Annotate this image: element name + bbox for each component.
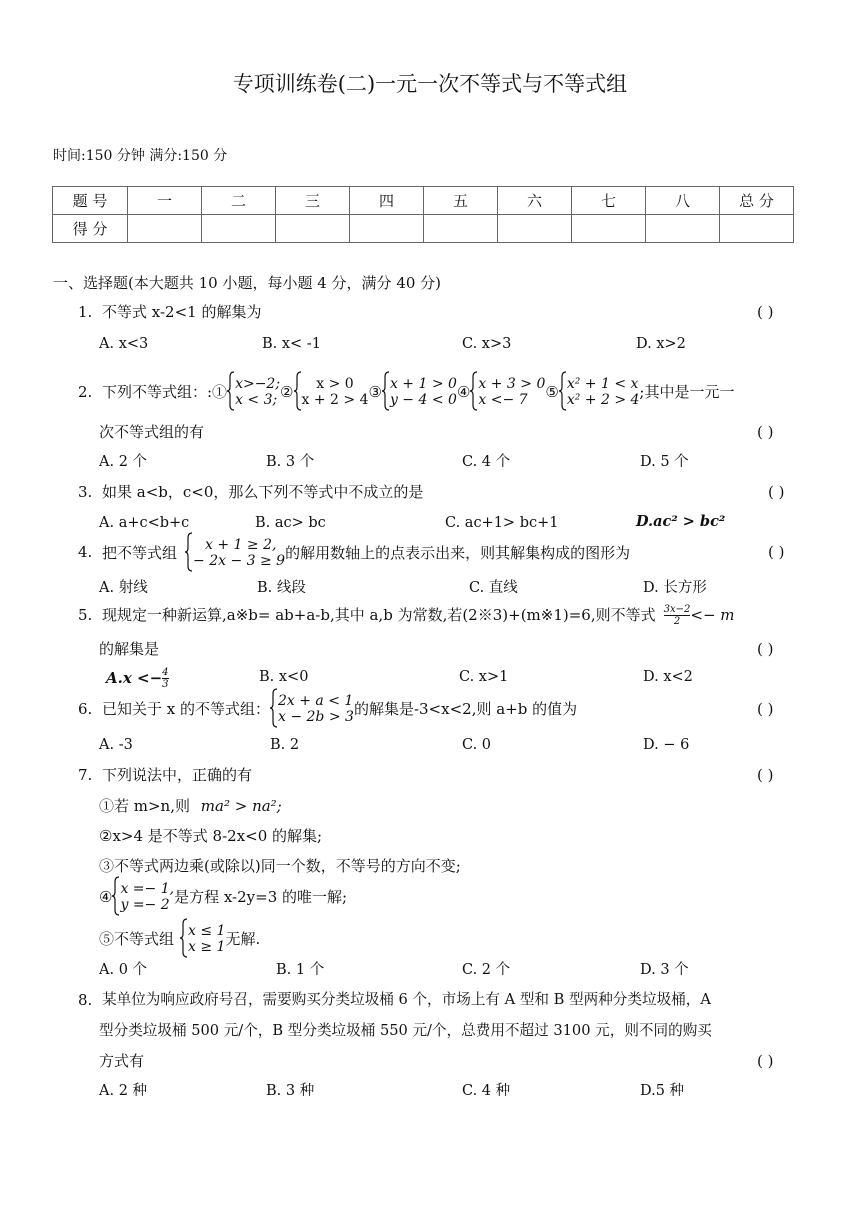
score-cell: 得 分 — [53, 215, 128, 243]
score-input-cell[interactable] — [276, 215, 350, 243]
score-table — [52, 186, 794, 243]
statement-1 — [99, 799, 282, 814]
score-input-cell[interactable] — [128, 215, 202, 243]
score-cell: 四 — [350, 187, 424, 215]
system-line: − 2x − 3 ≥ 9 — [193, 553, 286, 569]
circled-number: ④ — [456, 382, 471, 401]
system-line: x + 1 ≥ 2, — [205, 536, 277, 553]
statement-text: ⑤不等式组 — [99, 929, 175, 948]
option-c[interactable]: C. 4 种 — [462, 1083, 511, 1099]
option-d[interactable]: D. 5 个 — [640, 454, 689, 470]
answer-paren[interactable]: ( ) — [757, 423, 774, 441]
inequality-system — [478, 376, 545, 408]
system-line: x ≤ 1 — [188, 922, 226, 939]
score-cell: 五 — [424, 187, 498, 215]
question-text: 方式有 — [99, 1052, 145, 1070]
system-line: x − 2b > 3 — [278, 709, 354, 725]
score-cell: 六 — [498, 187, 572, 215]
question-lead: 下列不等式组：:① — [102, 382, 228, 401]
question-text: 次不等式组的有 — [99, 423, 205, 441]
answer-paren[interactable]: ( ) — [757, 640, 774, 658]
statement-3: ③不等式两边乘(或除以)同一个数，不等号的方向不变; — [99, 857, 461, 875]
option-b[interactable]: B. 3 种 — [266, 1083, 315, 1099]
option-c[interactable]: C. 直线 — [469, 580, 518, 596]
question-text: 不等式 x-2<1 的解集为 — [102, 303, 262, 321]
fraction-numerator: 4 — [162, 666, 169, 678]
question-text: 如果 a<b，c<0，那么下列不等式中不成立的是 — [102, 483, 424, 501]
left-brace-icon — [470, 371, 478, 414]
option-a[interactable]: A. 2 种 — [99, 1083, 148, 1099]
question-text: 的解集是 — [99, 640, 160, 658]
question-number: 4. — [78, 543, 93, 561]
system-line: x =− 1, — [120, 880, 175, 897]
system-line: x ≥ 1 — [188, 939, 226, 955]
system-line: x + 3 > 0 — [478, 375, 546, 392]
question-text: 某单位为响应政府号召，需要购买分类垃圾桶 6 个，市场上有 A 型和 B 型两种分类垃圾桶，A — [102, 991, 711, 1008]
inequality-system — [567, 376, 640, 408]
score-cell: 总 分 — [720, 187, 794, 215]
score-input-cell[interactable] — [350, 215, 424, 243]
statement-4 — [99, 876, 347, 918]
fraction-numerator: 3x−2 — [663, 603, 691, 615]
circled-number: ⑤ — [545, 382, 559, 401]
system-line: x + 2 > 4 — [301, 392, 369, 408]
option-b[interactable]: B. 1 个 — [276, 962, 325, 978]
option-b[interactable]: B. x< -1 — [262, 336, 321, 352]
option-a[interactable]: A. -3 — [99, 737, 133, 753]
system-line: 2x + a < 1 — [278, 692, 354, 709]
question-number: 1. — [78, 303, 93, 321]
left-brace-icon — [185, 532, 193, 575]
inequality-system — [390, 376, 457, 408]
option-d[interactable]: D.ac² > bc² — [636, 513, 726, 530]
score-cell: 二 — [202, 187, 276, 215]
option-b[interactable]: B. 2 — [270, 737, 300, 753]
score-table-score-row — [53, 215, 794, 243]
circled-number: ③ — [368, 382, 382, 401]
question-body: 现规定一种新运算,a※b= ab+a-b,其中 a,b 为常数,若(2※3)+(m※1)=6,则不等式 — [102, 605, 656, 624]
answer-paren[interactable]: ( ) — [757, 1052, 774, 1070]
system-line: x <− 7 — [478, 392, 528, 408]
inequality-system — [193, 537, 285, 569]
option-c[interactable]: C. 0 — [462, 737, 492, 753]
left-brace-icon — [382, 371, 390, 414]
statement-text: 是方程 x-2y=3 的唯一解; — [174, 887, 348, 906]
left-brace-icon — [270, 688, 278, 731]
system-line: x>−2; — [235, 375, 281, 392]
fraction-denominator: 2 — [664, 615, 691, 627]
option-b[interactable]: B. ac> bc — [255, 515, 326, 531]
question-number: 3. — [78, 483, 93, 501]
answer-paren[interactable]: ( ) — [757, 303, 774, 321]
answer-paren[interactable]: ( ) — [757, 700, 774, 718]
score-input-cell[interactable] — [202, 215, 276, 243]
inequality-system — [188, 923, 225, 955]
score-cell: 题 号 — [53, 187, 128, 215]
system-line: x² + 2 > 4 — [566, 392, 640, 408]
question-number: 5. — [78, 606, 93, 624]
score-cell: 七 — [572, 187, 646, 215]
question-text: 下列说法中，正确的有 — [102, 766, 253, 784]
score-cell: 八 — [646, 187, 720, 215]
score-input-cell[interactable] — [498, 215, 572, 243]
statement-text: ①若 m>n,则 — [99, 797, 190, 815]
fraction — [162, 667, 168, 690]
option-c[interactable]: C. x>1 — [459, 669, 509, 685]
left-brace-icon — [227, 371, 235, 414]
option-a[interactable]: A. x<3 — [99, 336, 149, 352]
option-d[interactable]: D. x<2 — [643, 669, 693, 685]
fraction — [664, 604, 691, 627]
option-b[interactable]: B. 线段 — [257, 580, 306, 596]
answer-paren[interactable]: ( ) — [768, 483, 785, 501]
option-d[interactable]: D. x>2 — [636, 336, 686, 352]
question-number: 2. — [78, 383, 93, 401]
option-a[interactable]: A. a+c<b+c — [99, 515, 190, 531]
equation-system — [120, 881, 174, 913]
inequality-tail: <− m — [690, 605, 735, 624]
left-brace-icon — [294, 371, 302, 414]
question-text-tail: 的解集是-3<x<2,则 a+b 的值为 — [353, 699, 578, 718]
score-input-cell[interactable] — [572, 215, 646, 243]
option-a[interactable]: A. 0 个 — [99, 962, 148, 978]
left-brace-icon — [180, 918, 188, 961]
question-text: 型分类垃圾桶 500 元/个，B 型分类垃圾桶 550 元/个，总费用不超过 3100 元，则不同的购买 — [99, 1022, 712, 1039]
question-text — [102, 600, 735, 630]
page-title: 专项训练卷(二)一元一次不等式与不等式组 — [232, 72, 628, 96]
question-text — [102, 688, 577, 730]
option-a[interactable]: A. 2 个 — [99, 454, 148, 470]
question-text — [102, 369, 734, 415]
statement-math: ma² > na²; — [200, 797, 282, 815]
statement-5 — [99, 918, 260, 960]
section-heading: 一、选择题(本大题共 10 小题，每小题 4 分，满分 40 分) — [53, 274, 442, 292]
statement-2: ②x>4 是不等式 8-2x<0 的解集; — [99, 827, 323, 845]
question-number: 7. — [78, 766, 93, 784]
option-c[interactable]: C. ac+1> bc+1 — [445, 515, 559, 531]
system-line: x + 1 > 0 — [389, 375, 457, 392]
circled-number: ④ — [99, 887, 113, 906]
question-lead: 把不等式组 — [102, 543, 178, 562]
system-line: y =− 2 — [120, 897, 170, 913]
option-d[interactable]: D. 长方形 — [643, 580, 707, 596]
option-d[interactable]: D. − 6 — [643, 737, 690, 753]
option-c[interactable]: C. x>3 — [462, 336, 512, 352]
score-cell: 三 — [276, 187, 350, 215]
option-a[interactable]: A. 射线 — [99, 580, 148, 596]
question-number: 6. — [78, 700, 93, 718]
question-text-tail: 的解用数轴上的点表示出来，则其解集构成的图形为 — [285, 543, 631, 562]
question-text-tail: ;其中是一元一 — [639, 382, 735, 401]
score-input-cell[interactable] — [646, 215, 720, 243]
score-input-cell[interactable] — [424, 215, 498, 243]
question-number: 8. — [78, 991, 93, 1009]
statement-text: 无解. — [225, 929, 261, 948]
option-b[interactable]: B. 3 个 — [266, 454, 315, 470]
option-a-text: A.x <− — [106, 668, 163, 687]
system-line: y − 4 < 0 — [389, 392, 457, 408]
inequality-system — [278, 693, 354, 725]
answer-paren[interactable]: ( ) — [768, 543, 785, 561]
score-input-cell[interactable] — [720, 215, 794, 243]
option-c[interactable]: C. 4 个 — [462, 454, 511, 470]
option-c[interactable]: C. 2 个 — [462, 962, 511, 978]
inequality-system — [235, 376, 280, 408]
fraction-denominator: 3 — [162, 678, 169, 690]
question-lead: 已知关于 x 的不等式组： — [102, 699, 270, 718]
option-b[interactable]: B. x<0 — [259, 669, 309, 685]
option-d[interactable]: D.5 种 — [640, 1083, 685, 1099]
option-d[interactable]: D. 3 个 — [640, 962, 689, 978]
circled-number: ② — [280, 382, 294, 401]
system-line: x > 0 — [316, 375, 354, 392]
question-text — [102, 532, 630, 574]
system-line: x < 3; — [235, 392, 278, 408]
score-cell: 一 — [128, 187, 202, 215]
left-brace-icon — [559, 371, 567, 414]
exam-meta: 时间:150 分钟 满分:150 分 — [53, 148, 228, 164]
system-line: x² + 1 < x — [566, 375, 639, 392]
answer-paren[interactable]: ( ) — [757, 766, 774, 784]
score-table-header-row — [53, 187, 794, 215]
inequality-system — [302, 376, 369, 408]
